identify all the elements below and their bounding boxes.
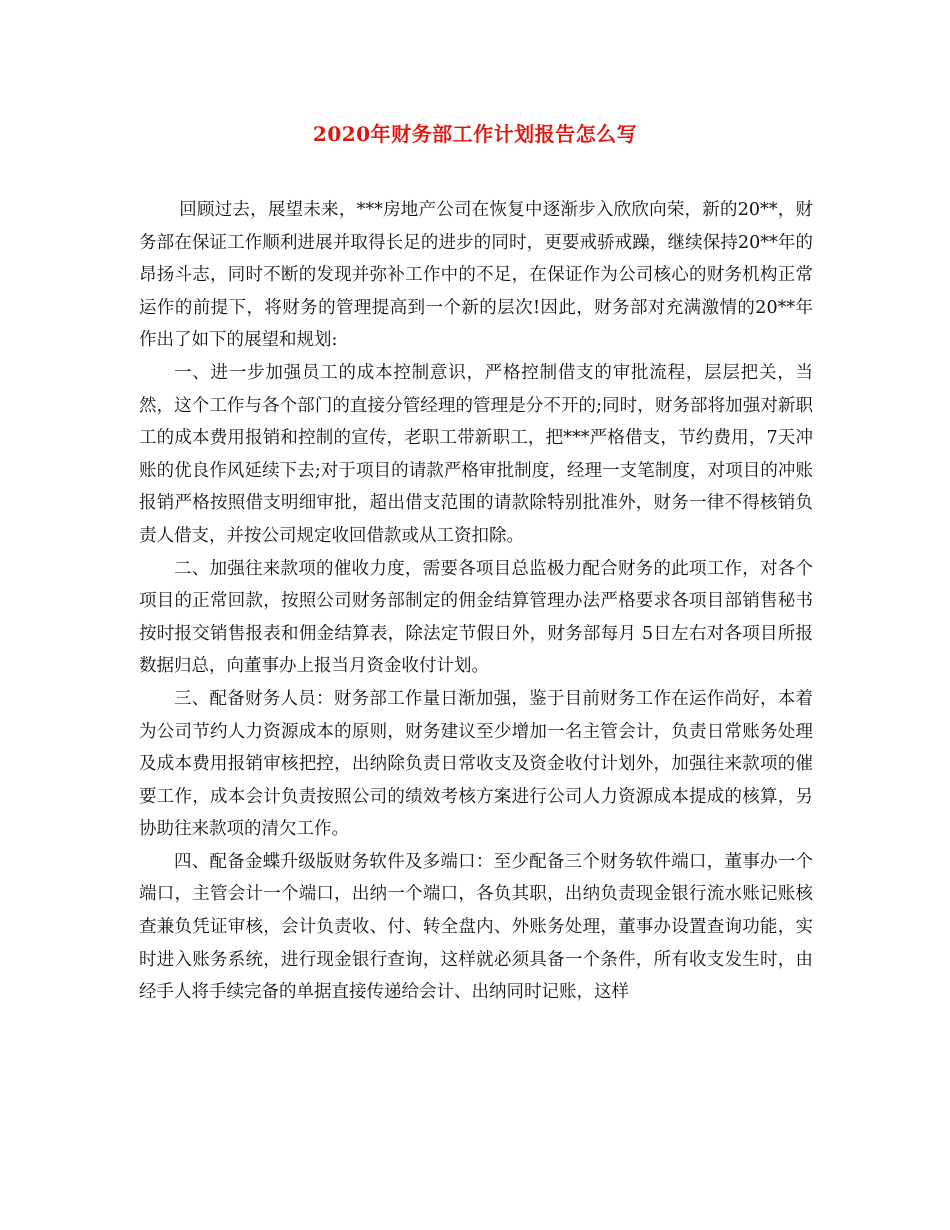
paragraph-item-2: 二、加强往来款项的催收力度，需要各项目总监极力配合财务的此项工作，对各个项目的正常回款，按照公司财务部制定的佣金结算管理办法严格要求各项目部销售秘书按时报交销售报表和佣金结算表，除法定节假日外，财务部每月 5日左右对各项目所报数据归总，向董事办上报当月资金收付计划。 <box>139 558 813 677</box>
document-title: 2020年财务部工作计划报告怎么写 <box>312 122 638 146</box>
paragraph-item-1: 一、进一步加强员工的成本控制意识，严格控制借支的审批流程，层层把关，当然，这个工作与各个部门的直接分管经理的管理是分不开的;同时，财务部将加强对新职工的成本费用报销和控制的宣传，老职工带新职工，把***严格借支，节约费用，7天冲账的优良作风延续下去;对于项目的请款严格审批制度，经理一支笔制度，对项目的冲账报销严格按照借支明细审批，超出借支范围的请款除特别批准外，财务一律不得核销负责人借支，并按公司规定收回借款或从工资扣除。 <box>139 362 813 546</box>
paragraph-item-4: 四、配备金蝶升级版财务软件及多端口：至少配备三个财务软件端口，董事办一个端口，主管会计一个端口，出纳一个端口，各负其职，出纳负责现金银行流水账记账核查兼负凭证审核，会计负责收、付、转全盘内、外账务处理，董事办设置查询功能，实时进入账务系统，进行现金银行查询，这样就必须具备一个条件，所有收支发生时，由经手人将手续完备的单据直接传递给会计、出纳同时记账，这样 <box>139 851 813 1003</box>
paragraph-item-3: 三、配备财务人员：财务部工作量日渐加强，鉴于目前财务工作在运作尚好，本着为公司节约人力资源成本的原则，财务建议至少增加一名主管会计，负责日常账务处理及成本费用报销审核把控，出纳除负责日常收支及资金收付计划外，加强往来款项的催要工作，成本会计负责按照公司的绩效考核方案进行公司人力资源成本提成的核算，另协助往来款项的清欠工作。 <box>139 688 813 840</box>
paragraph-intro: 回顾过去，展望未来，***房地产公司在恢复中逐渐步入欣欣向荣，新的20**，财务部在保证工作顺利进展并取得长足的进步的同时，更要戒骄戒躁，继续保持20**年的昂扬斗志，同时不断的发现并弥补工作中的不足，在保证作为公司核心的财务机构正常运作的前提下，将财务的管理提高到一个新的层次!因此，财务部对充满激情的20**年作出了如下的展望和规划: <box>139 200 813 351</box>
document-body <box>139 194 813 1009</box>
